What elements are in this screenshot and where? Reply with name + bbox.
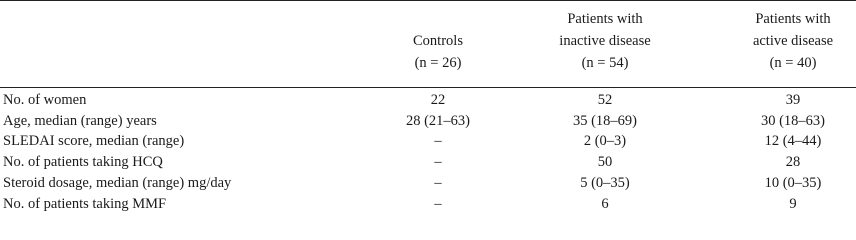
cell-women-controls: 22	[430, 92, 446, 108]
cell-age-inactive: 35 (18–69)	[572, 113, 638, 129]
cell-mmf-controls: –	[434, 196, 442, 212]
cell-age-active: 30 (18–63)	[760, 113, 826, 129]
cell-sledai-inactive: 2 (0–3)	[583, 133, 627, 149]
row-label-age: Age, median (range) years	[3, 113, 157, 129]
col-header-controls-line2: (n = 26)	[414, 55, 462, 71]
col-header-active-line3: (n = 40)	[769, 55, 817, 71]
row-label-women: No. of women	[3, 92, 87, 108]
cell-mmf-active: 9	[789, 196, 797, 212]
table-top-rule	[0, 0, 856, 1]
col-header-controls-line1: Controls	[413, 33, 463, 49]
cell-hcq-inactive: 50	[597, 154, 613, 170]
row-label-hcq: No. of patients taking HCQ	[3, 154, 163, 170]
cell-mmf-inactive: 6	[601, 196, 609, 212]
row-label-steroid: Steroid dosage, median (range) mg/day	[3, 175, 232, 191]
cell-sledai-active: 12 (4–44)	[764, 133, 822, 149]
cell-hcq-active: 28	[785, 154, 801, 170]
col-header-active-line1: Patients with	[755, 11, 831, 27]
row-label-mmf: No. of patients taking MMF	[3, 196, 167, 212]
col-header-inactive-line2: inactive disease	[559, 33, 651, 49]
col-header-active-line2: active disease	[752, 33, 834, 49]
row-label-sledai: SLEDAI score, median (range)	[3, 133, 185, 149]
cell-steroid-active: 10 (0–35)	[764, 175, 822, 191]
col-header-inactive-line3: (n = 54)	[581, 55, 629, 71]
cell-hcq-controls: –	[434, 154, 442, 170]
cell-women-active: 39	[785, 92, 801, 108]
cell-sledai-controls: –	[434, 133, 442, 149]
cell-age-controls: 28 (21–63)	[405, 113, 471, 129]
cell-steroid-inactive: 5 (0–35)	[580, 175, 630, 191]
table-header-rule	[0, 87, 856, 88]
cell-steroid-controls: –	[434, 175, 442, 191]
cell-women-inactive: 52	[597, 92, 613, 108]
col-header-inactive-line1: Patients with	[567, 11, 643, 27]
